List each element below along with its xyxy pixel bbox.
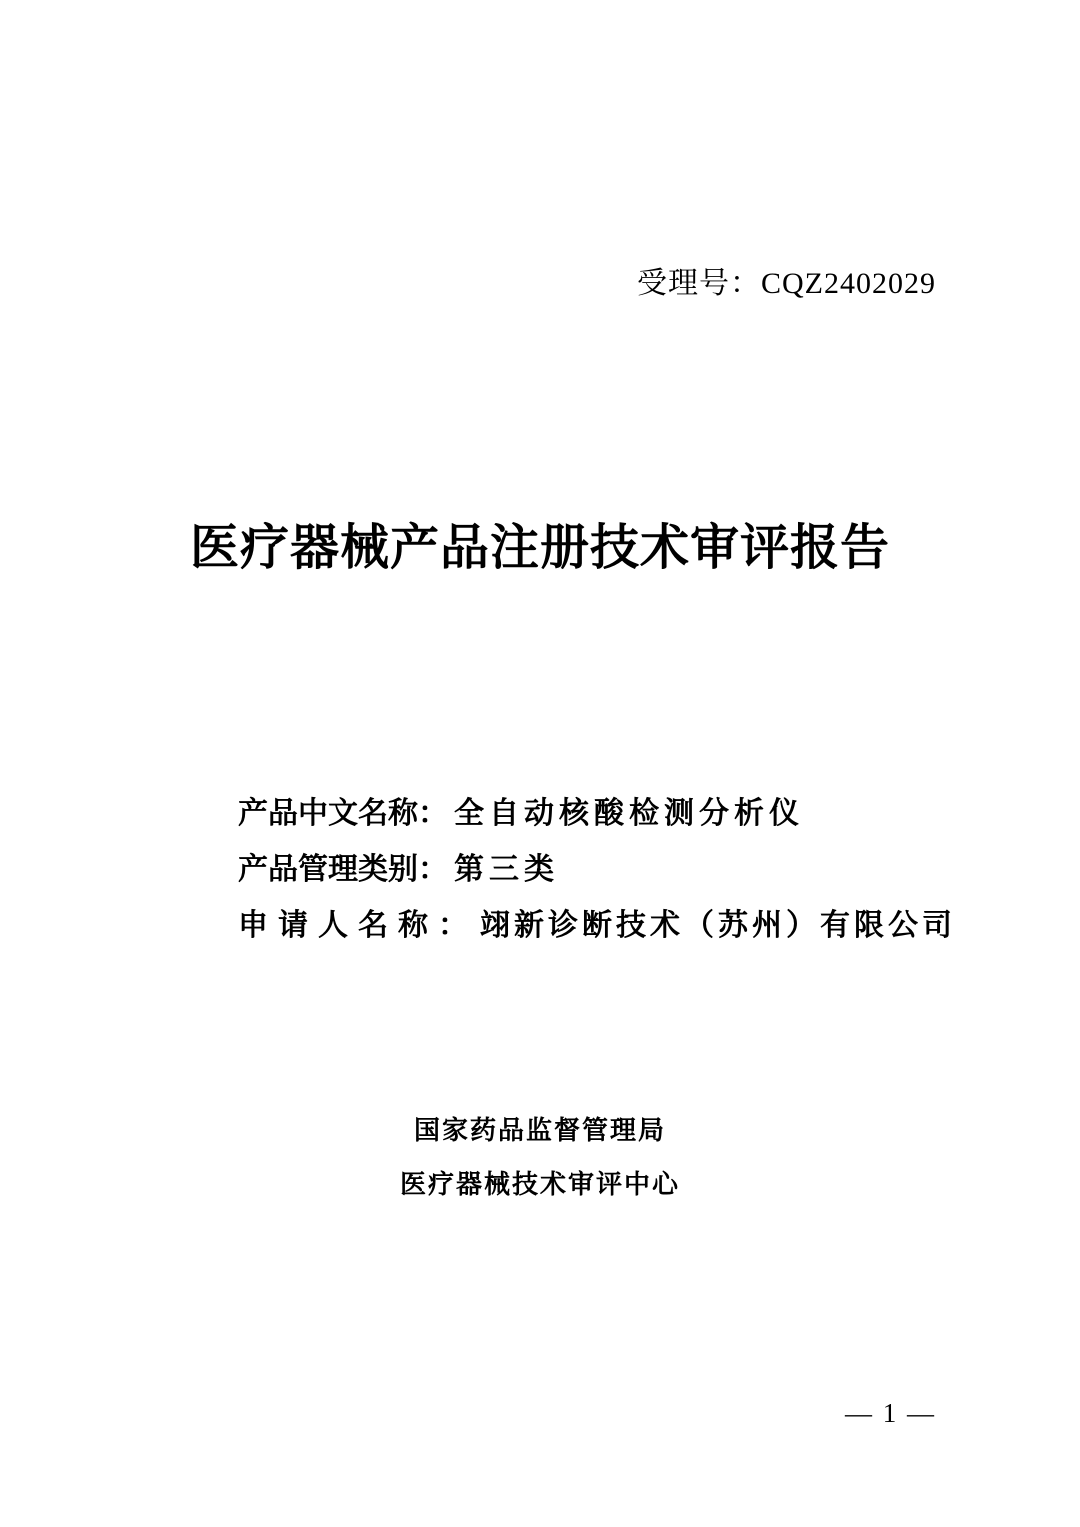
acceptance-number: CQZ2402029 <box>761 267 936 300</box>
issuing-organization-block <box>0 1116 1080 1198</box>
applicant-name-value: 翊新诊断技术（苏州）有限公司 <box>480 909 956 942</box>
product-management-class-label: 产品管理类别： <box>238 853 448 886</box>
product-chinese-name-value: 全自动核酸检测分析仪 <box>454 797 804 830</box>
field-product-chinese-name <box>238 799 956 829</box>
applicant-name-label: 申请人名称： <box>238 909 478 942</box>
product-management-class-value: 第三类 <box>454 853 559 886</box>
organization-name: 国家药品监督管理局 <box>413 1115 666 1145</box>
page-number: — 1 — <box>845 1398 936 1428</box>
organization-department: 医疗器械技术审评中心 <box>399 1169 680 1199</box>
field-applicant-name <box>238 911 956 941</box>
field-product-management-class <box>238 855 956 885</box>
report-title: 医疗器械产品注册技术审评报告 <box>189 521 890 575</box>
product-info-block <box>238 799 956 941</box>
acceptance-label: 受理号： <box>637 267 761 300</box>
acceptance-number-line <box>637 258 936 302</box>
product-chinese-name-label: 产品中文名称： <box>238 797 448 830</box>
